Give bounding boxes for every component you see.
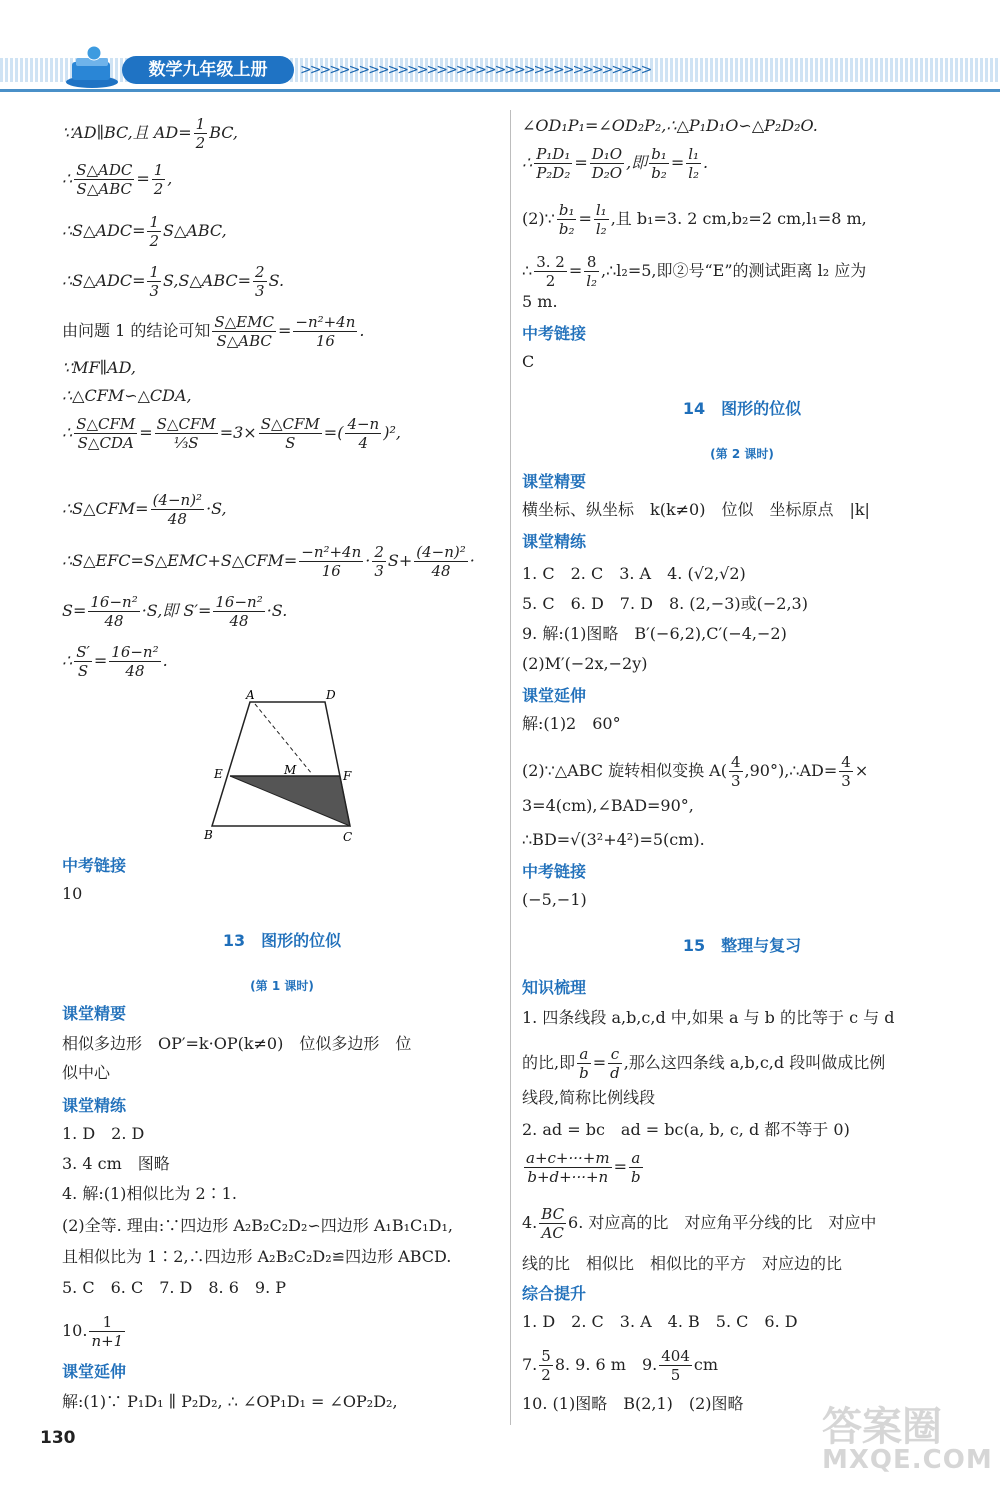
denominator: 48: [431, 562, 451, 580]
numerator: a: [577, 1045, 591, 1064]
fraction: [299, 543, 363, 580]
section-heading-jinglian: 课堂精练: [522, 532, 587, 551]
text: ·S.: [266, 601, 288, 620]
answer-text: 5. C 6. D 7. D 8. (2,−3)或(−2,3): [522, 594, 808, 613]
denominator: b: [630, 1168, 641, 1186]
denominator: 2: [541, 1366, 551, 1384]
fraction: [109, 643, 160, 680]
fraction: [659, 1347, 692, 1384]
denominator: 16: [315, 332, 335, 350]
fraction: [213, 593, 264, 630]
line-rotation: [522, 753, 868, 790]
page-number: 130: [40, 1428, 76, 1448]
numerator: S△CFM: [260, 415, 320, 433]
text: =: [136, 169, 150, 188]
fraction: [212, 313, 276, 350]
numerator: b₁: [651, 145, 667, 163]
numerator: 16−n²: [90, 593, 138, 611]
denominator: 48: [229, 612, 249, 630]
fraction: [89, 1313, 125, 1350]
book-title: 数学九年级上册: [122, 56, 294, 84]
fraction: [253, 263, 267, 300]
numerator: S′: [76, 643, 90, 661]
denominator: b₂: [558, 220, 575, 238]
text: S,S△ABC=: [163, 271, 252, 290]
text: ∴S△ADC=: [62, 221, 146, 240]
fraction: [608, 1045, 622, 1082]
answer-text: 4. 解:(1)相似比为 2∶1.: [62, 1184, 237, 1203]
numerator: 4: [730, 753, 741, 771]
numerator: S△CFM: [156, 415, 216, 433]
fraction: [577, 1045, 591, 1082]
fraction: [152, 161, 166, 198]
trapezoid-figure: [200, 688, 365, 848]
fraction: [151, 491, 205, 528]
section-heading-zhongkao: 中考链接: [62, 856, 127, 875]
text: 6. 对应高的比 对应角平分线的比 对应中: [568, 1213, 877, 1232]
answer-text: ∠OD₁P₁=∠OD₂P₂,∴△P₁D₁O∽△P₂D₂O.: [522, 116, 818, 135]
section-heading-zhishi: 知识梳理: [522, 978, 587, 997]
fraction: [74, 161, 134, 198]
text: ∴S△ADC=: [62, 271, 146, 290]
text: =: [139, 423, 153, 442]
section-heading-yanshen: 课堂延伸: [522, 686, 587, 705]
fraction: [155, 415, 218, 452]
numerator: 1: [195, 115, 206, 133]
answer-text: 2. ad = bc ad = bc(a, b, c, d 都不等于 0): [522, 1120, 850, 1139]
watermark-url: MXQE.COM: [822, 1445, 993, 1475]
line-similar: ∴△CFM∽△CDA,: [62, 386, 192, 405]
header-chevrons: >>>>>>>>>>>>>>>>>>>>>>>>>>>>>>>>>>>>: [300, 62, 651, 78]
text: ,那么这四条线 a,b,c,d 段叫做成比例: [623, 1053, 886, 1072]
fraction: [584, 253, 599, 290]
therefore: ∴: [62, 169, 73, 188]
line-problem1-result: 由问题 1 的结论可知 S△EMC S△ABC = $\frac{\text{−n²+4n}}{16}$ .: [62, 313, 365, 350]
line-area-ratio-1: [62, 161, 172, 198]
text: ×: [854, 761, 869, 780]
text: ·: [469, 551, 475, 570]
text: S.: [268, 271, 285, 290]
numerator: 5: [541, 1347, 551, 1365]
answer-text: 1. D 2. D: [62, 1124, 145, 1143]
numerator: 4−n: [347, 415, 380, 433]
text: S+: [387, 551, 413, 570]
answer-text: C: [522, 352, 535, 371]
denominator: 2: [153, 180, 164, 198]
answer-text: 解:(1)∵ P₁D₁ ∥ P₂D₂, ∴ ∠OP₁D₁ = ∠OP₂D₂,: [62, 1392, 398, 1411]
text: ∴S△CFM=: [62, 499, 149, 518]
denominator: d: [610, 1064, 620, 1082]
text: .: [162, 651, 168, 670]
text: )²,: [383, 423, 401, 442]
lesson-subtitle: (第 1 课时): [250, 979, 314, 993]
numerator: a+c+···+m: [526, 1149, 610, 1167]
page-header: [0, 40, 1000, 100]
fraction: [74, 643, 92, 680]
section-heading-jingyao: 课堂精要: [62, 1004, 127, 1023]
numerator: b₁: [558, 201, 575, 219]
numerator: (4−n)²: [152, 491, 203, 509]
text: 7.: [522, 1355, 538, 1374]
numerator: S△ADC: [76, 161, 133, 179]
numerator: 16−n²: [111, 643, 159, 661]
fraction: [649, 145, 669, 182]
section-heading-zonghe: 综合提升: [522, 1284, 587, 1303]
fraction: [557, 201, 577, 238]
chapter-title-15: 15 整理与复习: [682, 936, 802, 955]
text: =: [574, 153, 588, 172]
text: =: [613, 1157, 627, 1176]
label-c: C: [343, 830, 353, 844]
chapter-title-14: 14 图形的位似: [682, 399, 802, 418]
numerator: 1: [89, 1313, 125, 1332]
answer-text: 10. (1)图略 B(2,1) (2)图略: [522, 1394, 744, 1413]
text: ,: [167, 169, 173, 188]
lesson-subtitle: (第 2 课时): [710, 447, 774, 461]
shaded-triangle: [230, 776, 350, 826]
answer-text: (2)M′(−2x,−2y): [522, 654, 648, 673]
numerator: 16−n²: [215, 593, 263, 611]
answer-text: 线段,简称比例线段: [522, 1088, 656, 1107]
text: =: [578, 209, 592, 228]
denominator: l₂: [595, 220, 607, 238]
denominator: n+1: [91, 1332, 124, 1350]
denominator: 2: [195, 134, 206, 152]
denominator: 5: [670, 1366, 681, 1384]
fraction: [686, 145, 701, 182]
denominator: S△ABC: [216, 332, 272, 350]
fraction: [147, 263, 161, 300]
text: =: [670, 153, 685, 172]
watermark-text: 答案圈: [822, 1404, 942, 1450]
text: =: [568, 261, 583, 280]
answer-text: 线的比 相似比 相似比的平方 对应边的比: [522, 1254, 843, 1273]
label-m: M: [284, 763, 297, 777]
numerator: −n²+4n: [295, 313, 356, 331]
fraction: [539, 1205, 566, 1242]
numerator: P₁D₁: [536, 145, 571, 163]
label-e: E: [214, 767, 223, 781]
numerator: S△CFM: [76, 415, 136, 433]
column-divider: [510, 110, 511, 1425]
text: S=: [62, 601, 87, 620]
numerator: 1: [153, 161, 164, 179]
numerator: S△EMC: [214, 313, 274, 331]
answer-text: 且相似比为 1∶2,∴四边形 A₂B₂C₂D₂≌四边形 ABCD.: [62, 1247, 452, 1266]
numerator: −n²+4n: [301, 543, 362, 561]
numerator: 4: [841, 753, 851, 771]
numerator: BC: [541, 1205, 565, 1223]
text: ,即: [626, 153, 648, 172]
denominator: 3: [730, 772, 741, 790]
answer-text: 1. D 2. C 3. A 4. B 5. C 6. D: [522, 1312, 798, 1331]
label-d: D: [326, 688, 336, 702]
numerator: 2: [255, 263, 265, 281]
denominator: 2: [149, 232, 160, 250]
text: ∴S△EFC=S△EMC+S△CFM=: [62, 551, 298, 570]
denominator: S△CDA: [77, 434, 134, 452]
fraction: [88, 593, 139, 630]
text: cm: [693, 1355, 719, 1374]
text: ·S,: [206, 499, 227, 518]
line-area-3: [62, 263, 284, 300]
fraction: [524, 1149, 612, 1186]
text: ,90°),∴AD=: [744, 761, 838, 780]
text: 的比,即: [522, 1053, 576, 1072]
answer-text: 5 m.: [522, 292, 558, 311]
denominator: 48: [125, 662, 145, 680]
fraction: [534, 145, 572, 182]
line-sum-ratio: [522, 1149, 645, 1186]
text: ,∴l₂=5,即②号“E”的测试距离 l₂ 应为: [601, 261, 867, 280]
fraction: [345, 415, 381, 452]
fraction: [414, 543, 468, 580]
fraction: [839, 753, 853, 790]
section-heading-yanshen: 课堂延伸: [62, 1362, 127, 1381]
answer-text: 3. 4 cm 图略: [62, 1154, 170, 1173]
denominator: 4: [358, 434, 369, 452]
denominator: 16: [321, 562, 341, 580]
numerator: 1: [149, 263, 160, 281]
text: (2)∵: [522, 209, 555, 228]
fraction: [729, 753, 743, 790]
numerator: l₁: [688, 145, 700, 163]
numerator: l₁: [595, 201, 607, 219]
fraction: [74, 415, 137, 452]
denominator: S△ABC: [76, 180, 132, 198]
answer-text: 10: [62, 884, 83, 903]
text: S△ABC,: [163, 221, 227, 240]
fraction: [629, 1149, 643, 1186]
denominator: 48: [104, 612, 124, 630]
line-item-4-6: [522, 1205, 876, 1242]
denominator: S: [285, 434, 296, 452]
fraction: [539, 1347, 553, 1384]
denominator: 3: [255, 282, 265, 300]
numerator: 1: [149, 213, 160, 231]
numerator: 8: [584, 253, 599, 272]
text: .: [359, 321, 365, 340]
denominator: 3: [841, 772, 851, 790]
section-heading-jinglian: 课堂精练: [62, 1096, 127, 1115]
answer-text: 1. 四条线段 a,b,c,d 中,如果 a 与 b 的比等于 c 与 d: [522, 1008, 895, 1027]
header-rule: [0, 89, 1000, 92]
text: =: [93, 651, 108, 670]
fraction: [372, 543, 386, 580]
text: (2)∵△ABC 旋转相似变换 A(: [522, 761, 727, 780]
answer-10: [62, 1313, 127, 1350]
text: 8. 9. 6 m 9.: [554, 1355, 658, 1374]
section-heading-zhongkao: 中考链接: [522, 862, 587, 881]
fraction: [534, 253, 567, 290]
answer-text: 3=4(cm),∠BAD=90°,: [522, 796, 694, 815]
label-f: F: [343, 769, 352, 783]
numerator: D₁O: [591, 145, 623, 163]
text: ,且 b₁=3. 2 cm,b₂=2 cm,l₁=8 m,: [610, 209, 867, 228]
denominator: b₂: [651, 164, 667, 182]
denominator: 3: [374, 562, 384, 580]
line-area-2: [62, 213, 227, 250]
denominator: S: [77, 662, 89, 680]
numerator: 2: [374, 543, 384, 561]
fraction: [259, 415, 322, 452]
denominator: l₂: [688, 164, 700, 182]
numerator: (4−n)²: [416, 543, 466, 561]
answer-text: (−5,−1): [522, 890, 587, 909]
answer-text: (2)全等. 理由:∵四边形 A₂B₂C₂D₂∽四边形 A₁B₁C₁D₁,: [62, 1216, 453, 1235]
line-ratio-cfm: ∴ S△CFM S△CDA = S△CFM ⅓S =3× S△CFM S =( $\frac{4-n}{4}$ )²,: [62, 415, 401, 452]
text: ·: [365, 551, 371, 570]
line-ratio-final: ∴ $\frac{S'}{S}$ = $\frac{\text{16−n²}}{48}$ .: [62, 643, 168, 680]
fraction: [194, 115, 208, 152]
answer-text: 解:(1)2 60°: [522, 714, 621, 733]
answer-text: ∴BD=√(3²+4²)=5(cm).: [522, 830, 705, 849]
denominator: l₂: [586, 272, 598, 290]
line-mf-parallel: ∵MF∥AD,: [62, 358, 136, 377]
line-ratio-b: ∴ $\frac{\text{P₁D₁}}{\text{P₂D₂}}$ = $\frac{\text{D₁O}}{\text{D₂O}}$ ,即 $\frac{\text{b₁}}{\text{b₂}}$ = $\frac{\text{l₁}}{\text{l₂}}$ .: [522, 145, 709, 182]
denominator: D₂O: [591, 164, 623, 182]
section-heading-jingyao: 课堂精要: [522, 472, 587, 491]
answer-text: 9. 解:(1)图略 B′(−6,2),C′(−4,−2): [522, 624, 787, 643]
text: BC,: [209, 123, 239, 142]
denominator: AC: [541, 1224, 564, 1242]
denominator: 48: [167, 510, 187, 528]
text: 4.: [522, 1213, 538, 1232]
label-a: A: [246, 688, 255, 702]
fraction: [590, 145, 624, 182]
denominator: P₂D₂: [536, 164, 571, 182]
watermark-logo: [822, 1395, 992, 1475]
line-given: [522, 201, 867, 238]
text: 由问题 1 的结论可知: [62, 321, 211, 340]
answer-text: 横坐标、纵坐标 k(k≠0) 位似 坐标原点 |k|: [522, 500, 870, 519]
book-globe-icon: [62, 44, 120, 90]
numerator: 404: [661, 1347, 690, 1365]
line-s-cfm: [62, 491, 227, 528]
numerator: a: [629, 1149, 643, 1168]
line-ad-parallel: [62, 115, 238, 152]
text: =(: [323, 423, 344, 442]
text: .: [703, 153, 709, 172]
answer-text: 似中心: [62, 1063, 111, 1082]
text: =: [592, 1053, 607, 1072]
denominator: 2: [545, 272, 556, 290]
fraction: [293, 313, 357, 350]
fraction: [594, 201, 609, 238]
text: ·S,即 S′=: [141, 601, 212, 620]
line-s-prime: [62, 593, 287, 630]
text: =3×: [219, 423, 257, 442]
answer-text: 5. C 6. C 7. D 8. 6 9. P: [62, 1278, 287, 1297]
text: ∵AD∥BC,且 AD=: [62, 123, 192, 142]
line-compute: ∴ $\frac{3. 2}{2}$ = $\frac{8}{\text{l₂}}$ ,∴l₂=5,即②号“E”的测试距离 l₂ 应为: [522, 253, 867, 290]
answer-text: 1. C 2. C 3. A 4. (√2,√2): [522, 564, 746, 583]
text: 10.: [62, 1321, 88, 1340]
answer-text: 相似多边形 OP′=k·OP(k≠0) 位似多边形 位: [62, 1034, 412, 1053]
denominator: 3: [149, 282, 160, 300]
label-b: B: [204, 828, 213, 842]
section-heading-zhongkao: 中考链接: [522, 324, 587, 343]
chapter-title-13: 13 图形的位似: [222, 931, 342, 950]
numerator: c: [608, 1045, 622, 1064]
line-item-7-9: [522, 1347, 718, 1384]
line-s-efc: [62, 543, 475, 580]
fraction: [147, 213, 161, 250]
denominator: ⅓S: [173, 434, 199, 452]
denominator: b+d+···+n: [527, 1168, 609, 1186]
denominator: b: [579, 1064, 589, 1082]
line-proportion: [522, 1045, 885, 1082]
numerator: 3. 2: [536, 253, 565, 271]
